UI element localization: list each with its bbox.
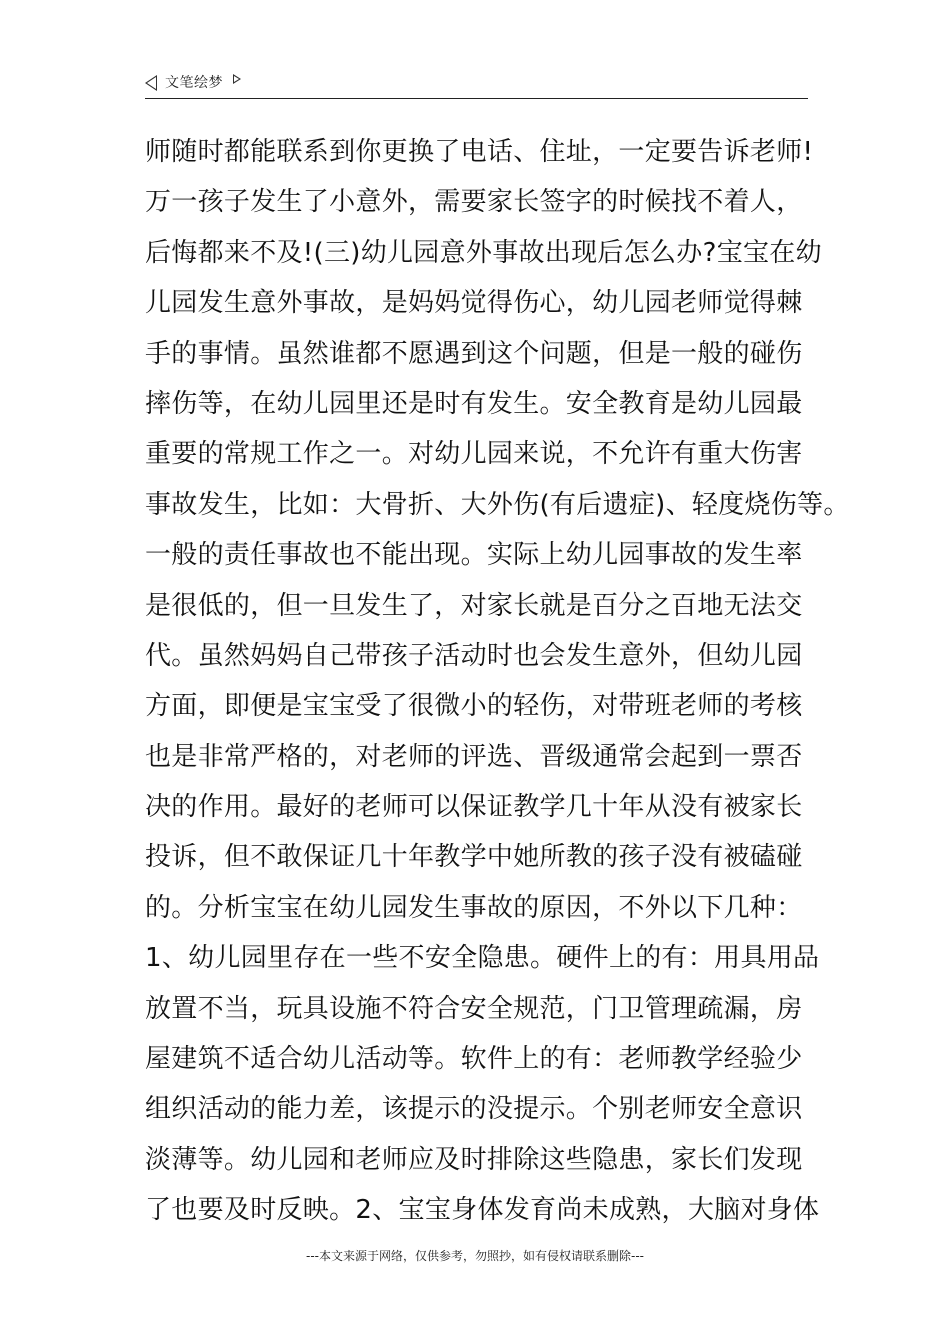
text-line: 了也要及时反映。2、宝宝身体发育尚未成熟，大脑对身体: [145, 1195, 820, 1226]
text-line: 代。虽然妈妈自己带孩子活动时也会发生意外，但幼儿园: [145, 640, 803, 671]
text-line: 决的作用。最好的老师可以保证教学几十年从没有被家长: [145, 792, 803, 823]
text-line: 摔伤等，在幼儿园里还是时有发生。安全教育是幼儿园最: [145, 388, 803, 419]
text-line: 也是非常严格的，对老师的评选、晋级通常会起到一票否: [145, 741, 803, 772]
text-line: 屋建筑不适合幼儿活动等。软件上的有：老师教学经验少: [145, 1044, 803, 1075]
text-line: 是很低的，但一旦发生了，对家长就是百分之百地无法交: [145, 590, 803, 621]
text-line: 事故发生，比如：大骨折、大外伤(有后遗症)、轻度烧伤等。: [145, 489, 850, 520]
text-line: 方面，即便是宝宝受了很微小的轻伤，对带班老师的考核: [145, 691, 803, 722]
footer-notice: ---本文来源于网络，仅供参考，勿照抄，如有侵权请联系删除---: [306, 1249, 644, 1263]
text-line: 一般的责任事故也不能出现。实际上幼儿园事故的发生率: [145, 540, 803, 571]
page-header: [145, 72, 808, 99]
text-line: 组织活动的能力差，该提示的没提示。个别老师安全意识: [145, 1094, 803, 1125]
triangle-right-icon: [233, 74, 241, 84]
header-brand: 文笔绘梦: [165, 75, 223, 91]
text-line: 师随时都能联系到你更换了电话、住址，一定要告诉老师!: [145, 137, 814, 167]
body-text: [145, 127, 850, 1236]
text-line: 1、幼儿园里存在一些不安全隐患。硬件上的有：用具用品: [145, 943, 820, 974]
text-line: 重要的常规工作之一。对幼儿园来说，不允许有重大伤害: [145, 439, 803, 470]
triangle-left-icon: [145, 75, 157, 91]
text-line: 投诉，但不敢保证几十年教学中她所教的孩子没有被磕碰: [145, 842, 803, 873]
text-line: 的。分析宝宝在幼儿园发生事故的原因，不外以下几种：: [145, 892, 803, 923]
text-line: 儿园发生意外事故，是妈妈觉得伤心，幼儿园老师觉得棘: [145, 288, 803, 319]
text-line: 万一孩子发生了小意外，需要家长签字的时候找不着人，: [145, 187, 803, 218]
text-line: 后悔都来不及!(三)幼儿园意外事故出现后怎么办?宝宝在幼: [145, 237, 822, 268]
text-line: 放置不当，玩具设施不符合安全规范，门卫管理疏漏，房: [145, 993, 803, 1024]
text-line: 手的事情。虽然谁都不愿遇到这个问题，但是一般的碰伤: [145, 338, 803, 369]
text-line: 淡薄等。幼儿园和老师应及时排除这些隐患，家长们发现: [145, 1144, 803, 1175]
